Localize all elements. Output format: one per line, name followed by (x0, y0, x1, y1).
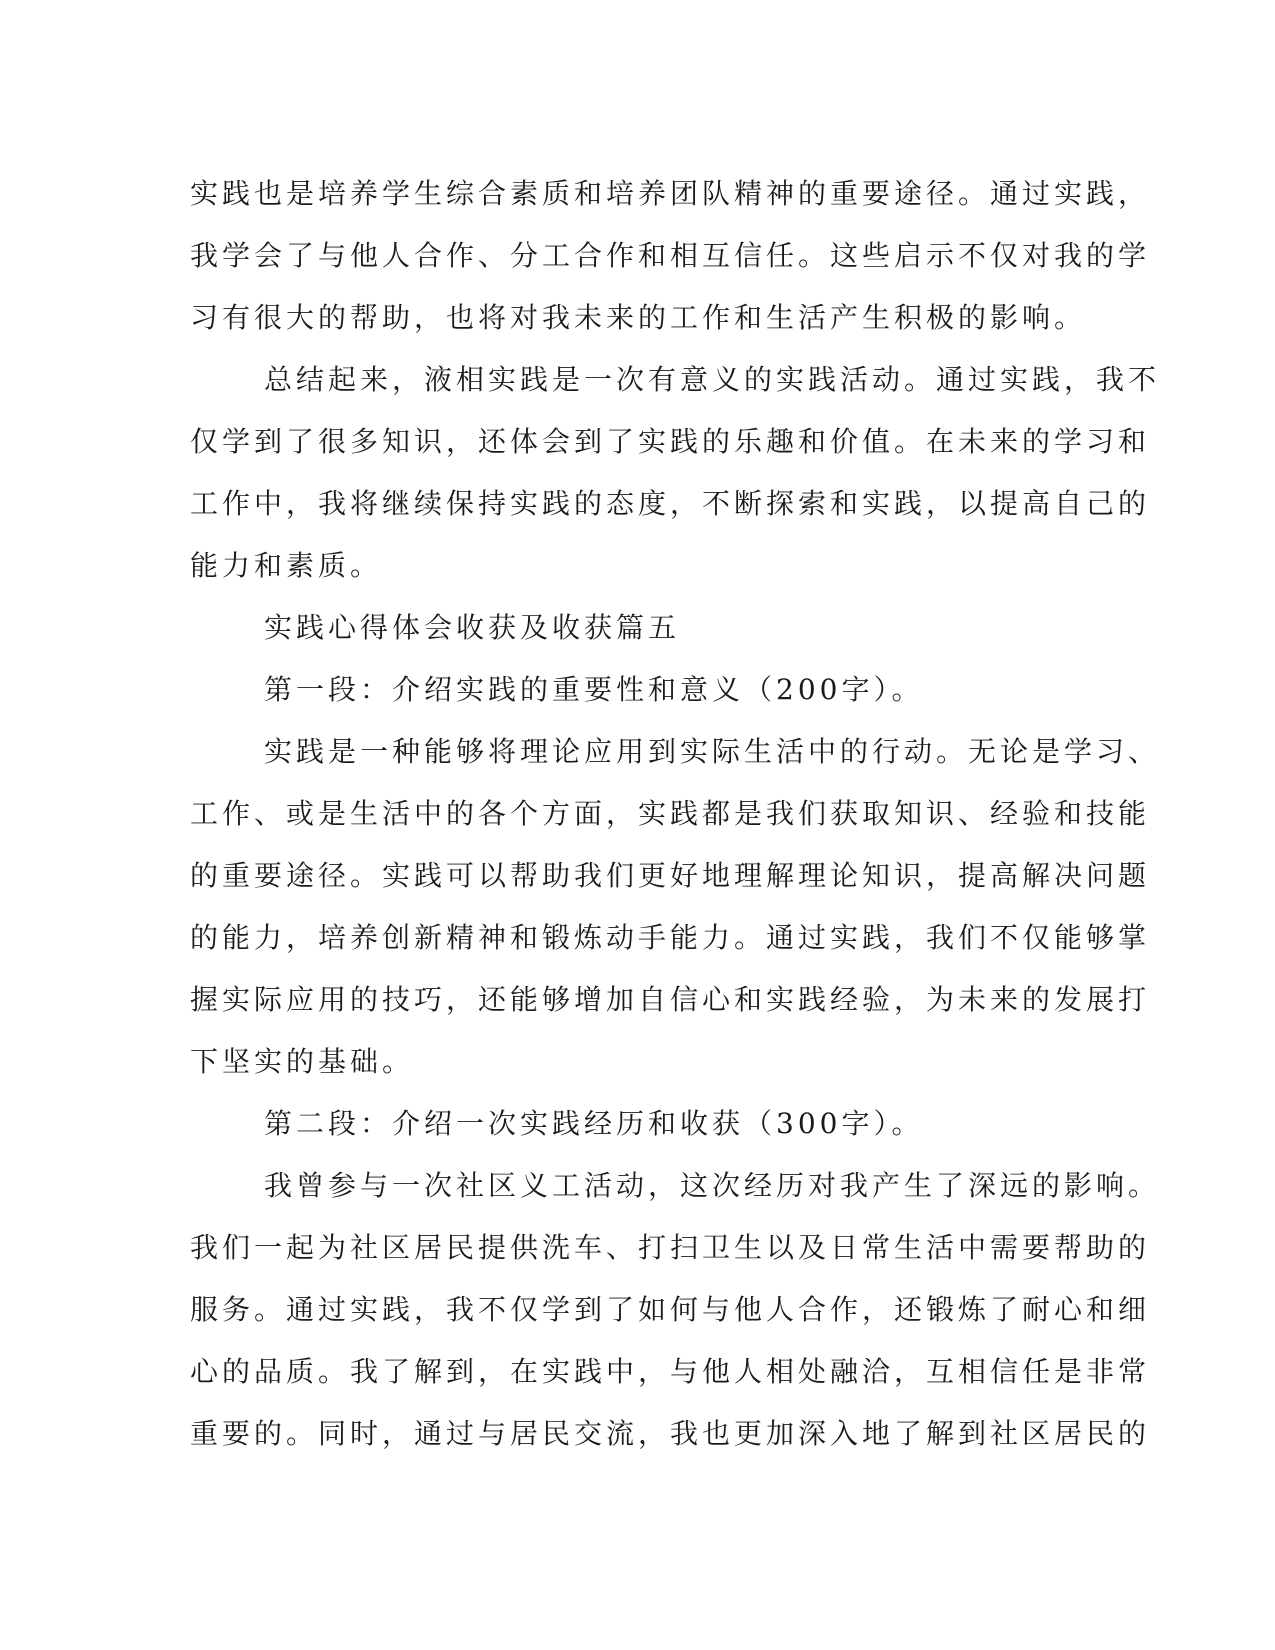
text-line: 习有很大的帮助，也将对我未来的工作和生活产生积极的影响。 (190, 301, 1087, 334)
text-line: 心的品质。我了解到，在实践中，与他人相处融洽，互相信任是非常 (190, 1355, 1151, 1388)
paragraph-start-line: 我曾参与一次社区义工活动，这次经历对我产生了深远的影响。 (264, 1169, 1161, 1202)
text-line: 我们一起为社区居民提供洗车、打扫卫生以及日常生活中需要帮助的 (190, 1231, 1151, 1264)
document-body (190, 163, 1161, 1465)
text-line: 能力和素质。 (190, 549, 383, 582)
section-title: 实践心得体会收获及收获篇五 (264, 611, 681, 644)
paragraph-start-line: 总结起来，液相实践是一次有意义的实践活动。通过实践，我不 (264, 363, 1161, 396)
text-line: 仅学到了很多知识，还体会到了实践的乐趣和价值。在未来的学习和 (190, 425, 1151, 458)
text-line: 的重要途径。实践可以帮助我们更好地理解理论知识，提高解决问题 (190, 859, 1151, 892)
text-line: 我学会了与他人合作、分工合作和相互信任。这些启示不仅对我的学 (190, 239, 1151, 272)
text-line: 服务。通过实践，我不仅学到了如何与他人合作，还锻炼了耐心和细 (190, 1293, 1151, 1326)
text-line: 下坚实的基础。 (190, 1045, 415, 1078)
paragraph-start-line: 实践是一种能够将理论应用到实际生活中的行动。无论是学习、 (264, 735, 1161, 768)
text-line: 的能力，培养创新精神和锻炼动手能力。通过实践，我们不仅能够掌 (190, 921, 1151, 954)
text-line: 实践也是培养学生综合素质和培养团队精神的重要途径。通过实践， (190, 177, 1151, 210)
text-line: 工作、或是生活中的各个方面，实践都是我们获取知识、经验和技能 (190, 797, 1151, 830)
text-line: 重要的。同时，通过与居民交流，我也更加深入地了解到社区居民的 (190, 1417, 1151, 1450)
section-heading: 第二段：介绍一次实践经历和收获（300字）。 (264, 1107, 924, 1140)
text-line: 工作中，我将继续保持实践的态度，不断探索和实践，以提高自己的 (190, 487, 1151, 520)
section-heading: 第一段：介绍实践的重要性和意义（200字）。 (264, 673, 924, 706)
text-line: 握实际应用的技巧，还能够增加自信心和实践经验，为未来的发展打 (190, 983, 1151, 1016)
